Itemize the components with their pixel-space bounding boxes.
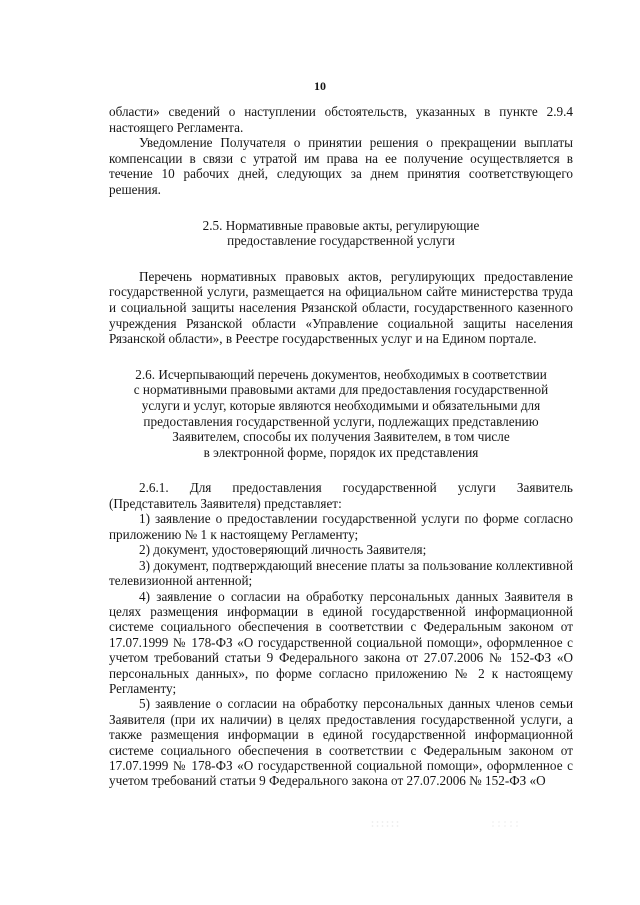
clause-word: услуги [457, 480, 496, 496]
heading-line: предоставление государственной услуги [227, 233, 455, 249]
clause-word: Для [189, 480, 212, 496]
scan-noise [370, 820, 400, 828]
paragraph-legal-acts: Перечень нормативных правовых актов, регулирующих предоставление государственной услуги, размещается на официальном сайте министерства труда и социальной защиты населения Рязанской области, государственного казенного учреждения Рязанской области «Управление социальной защиты населения Рязанской области», в Реестре государственных услуг и на Едином портале. [109, 268, 573, 347]
clause-word: государственной [342, 480, 437, 496]
heading-line: Заявителем, способы их получения Заявителем, в том числе [172, 429, 510, 445]
list-item-5: 5) заявление о согласии на обработку персональных данных членов семьи Заявителя (при их наличии) в целях предоставления государственной услуги, а также размещения информации в единой государственной информационной системе социального обеспечения в соответствии с Федеральным законом от 17.07.1999 № 178-ФЗ «О государственной социальной помощи», оформленное с учетом требований статьи 9 Федерального закона от 27.07.2006 № 152-ФЗ «О [109, 696, 573, 789]
scan-mark [57, 171, 59, 177]
clause-word: предоставления [232, 480, 322, 496]
list-item-1: 1) заявление о предоставлении государственной услуги по форме согласно приложению № 1 к настоящему Регламенту; [109, 511, 573, 542]
clause-2-6-1-tail: (Представитель Заявителя) представляет: [109, 495, 342, 511]
paragraph-continuation: области» сведений о наступлении обстоятельств, указанных в пункте 2.9.4 настоящего Регламента. [109, 104, 573, 135]
section-heading-2-6 [109, 367, 573, 461]
page-body [109, 104, 573, 789]
heading-line: предоставления государственной услуги, подлежащих представлению [143, 413, 539, 429]
clause-word: Заявитель [516, 480, 573, 496]
heading-line: услуги и услуг, которые являются необходимыми и обязательными для [141, 397, 541, 413]
heading-line: с нормативными правовыми актами для предоставления государственной [133, 382, 549, 398]
section-heading-2-5 [109, 218, 573, 249]
heading-line: в электронной форме, порядок их представления [203, 444, 479, 460]
scan-noise [490, 820, 520, 828]
page-number: 10 [314, 79, 326, 93]
list-item-3: 3) документ, подтверждающий внесение платы за пользование коллективной телевизионной антенной; [109, 557, 573, 589]
heading-line: 2.6. Исчерпывающий перечень документов, необходимых в соответствии [135, 366, 547, 382]
paragraph-notification: Уведомление Получателя о принятии решения о прекращении выплаты компенсации в связи с утратой им права на ее получение осуществляется в течение 10 рабочих дней, следующих за днем принятия соответствующего решения. [109, 135, 573, 197]
list-item-2: 2) документ, удостоверяющий личность Заявителя; [139, 542, 427, 558]
list-item-4: 4) заявление о согласии на обработку персональных данных Заявителя в целях размещения информации в единой государственной информационной системе социального обеспечения в соответствии с Федеральным законом от 17.07.1999 № 178-ФЗ «О государственной социальной помощи», оформленное с учетом требований статьи 9 Федерального закона от 27.07.2006 № 152-ФЗ «О персональных данных», по форме согласно приложению № 2 к настоящему Регламенту; [109, 588, 573, 696]
clause-2-6-1-first-line [109, 480, 573, 496]
heading-line: 2.5. Нормативные правовые акты, регулирующие [202, 217, 480, 233]
clause-word: 2.6.1. [139, 480, 169, 496]
